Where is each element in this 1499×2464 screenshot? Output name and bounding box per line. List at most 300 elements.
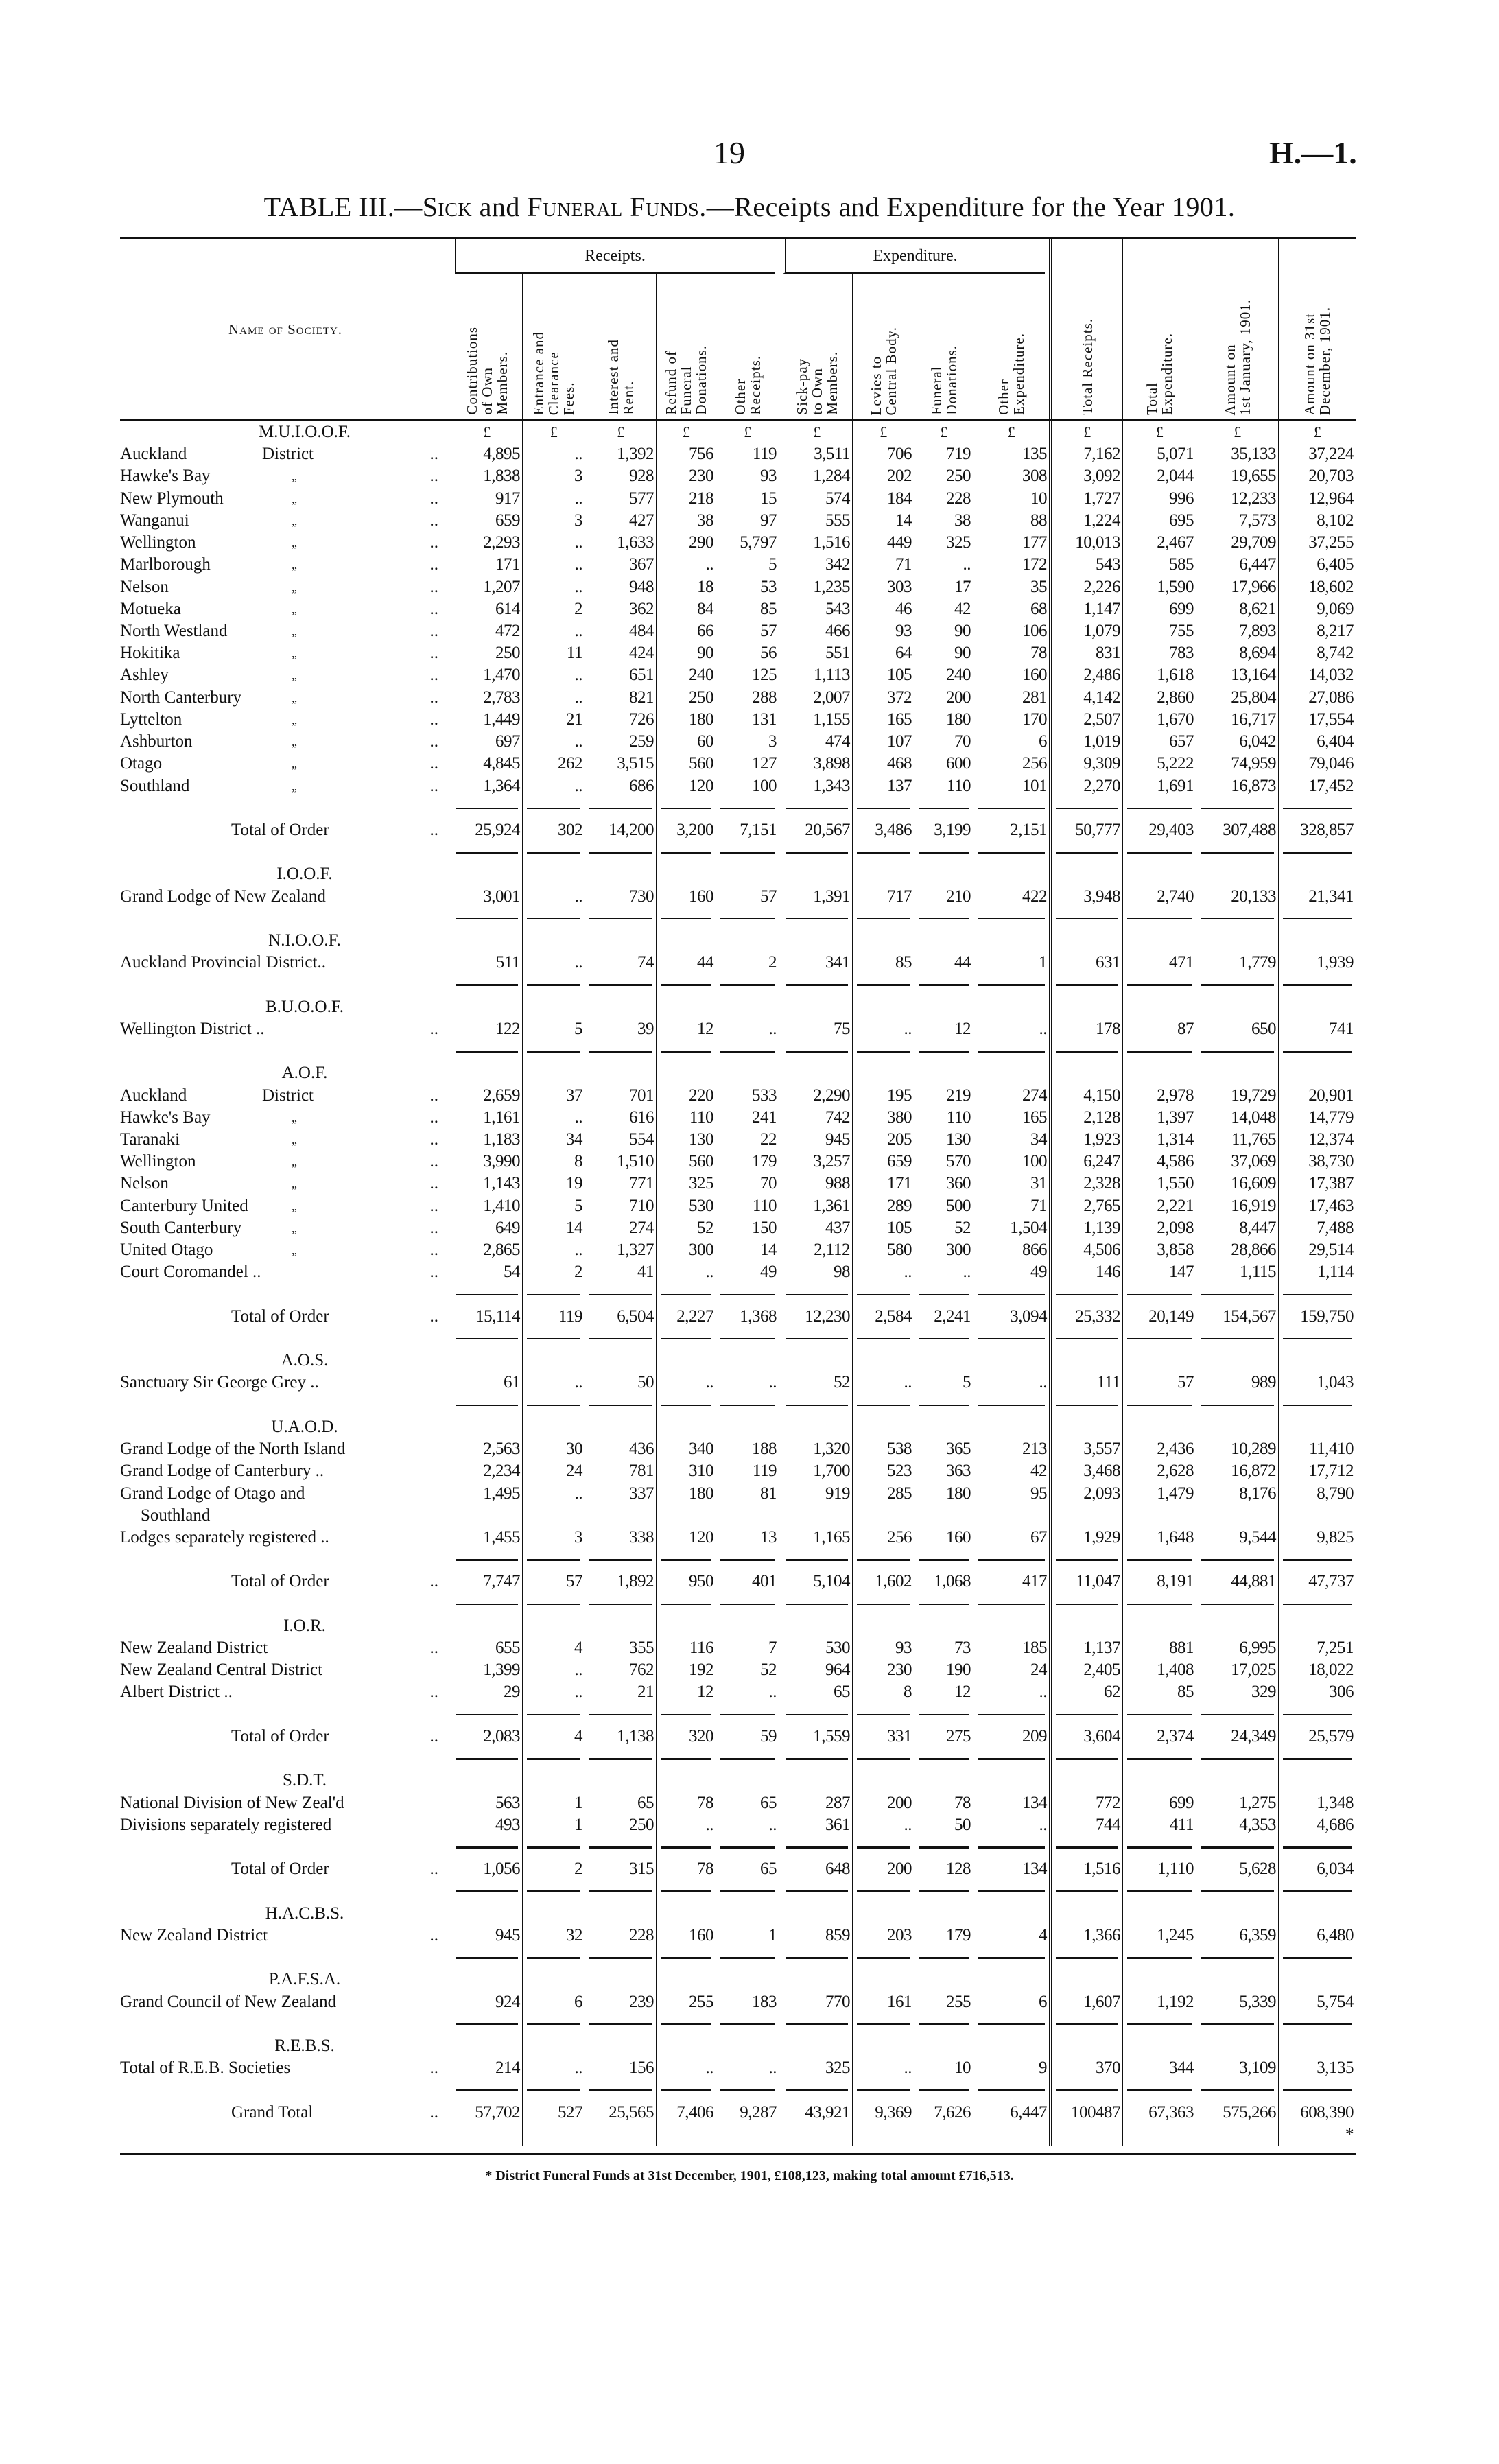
value-cell: 945 (779, 1129, 852, 1151)
society-name-cell (120, 1107, 451, 1129)
leader-dots: .. (429, 467, 438, 486)
column-header-label: Levies to Central Body. (867, 326, 899, 415)
rule-row (120, 1836, 1356, 1858)
rule-line (978, 1604, 1045, 1606)
value-cell: 57 (716, 886, 779, 908)
value-cell (1049, 1040, 1122, 1062)
value-cell: 75 (779, 1018, 852, 1040)
rule-line (1201, 1846, 1274, 1849)
rule-line (978, 1405, 1045, 1407)
table-row (120, 1372, 1356, 1394)
value-cell (1122, 2124, 1196, 2146)
value-cell (656, 841, 716, 863)
value-cell: 65 (779, 1681, 852, 1703)
society-name-cell (120, 532, 451, 554)
value-cell: 119 (716, 1460, 779, 1482)
rule-line (1056, 1051, 1118, 1053)
value-cell: .. (522, 687, 585, 709)
value-cell: 3,948 (1049, 886, 1122, 908)
society-name-cell (120, 2102, 451, 2124)
society-name-cell (120, 1880, 451, 1902)
value-cell (852, 863, 914, 885)
value-cell (852, 1284, 914, 1306)
value-cell: 1,068 (914, 1571, 973, 1593)
value-cell (716, 1903, 779, 1925)
value-cell (522, 996, 585, 1018)
value-cell: 649 (451, 1217, 522, 1239)
value-cell: 686 (585, 775, 656, 797)
value-cell: 25,579 (1278, 1726, 1356, 1748)
value-cell (779, 1328, 852, 1350)
value-cell (656, 1328, 716, 1350)
value-cell: 14,200 (585, 819, 656, 841)
rule-line (527, 1405, 580, 1407)
order-name: I.O.R. (283, 1616, 326, 1635)
value-cell: 781 (585, 1460, 656, 1482)
value-cell: 2,112 (779, 1239, 852, 1261)
value-cell (451, 2035, 522, 2057)
society-name-cell (120, 996, 451, 1018)
ditto-mark: „ (292, 558, 297, 572)
value-cell (716, 1615, 779, 1637)
value-cell (1122, 1969, 1196, 1991)
value-cell: 2 (522, 598, 585, 620)
value-cell: 64 (852, 642, 914, 664)
total-row (120, 2102, 1356, 2124)
value-cell: 190 (914, 1659, 973, 1681)
value-cell (852, 2013, 914, 2035)
value-cell: 355 (585, 1637, 656, 1659)
ditto-mark: „ (292, 536, 297, 550)
value-cell: 255 (656, 1991, 716, 2013)
rule-line (527, 1294, 580, 1296)
value-cell (522, 908, 585, 930)
ditto-mark: „ (292, 469, 297, 484)
value-cell (1049, 2124, 1122, 2146)
value-cell: 87 (1122, 1018, 1196, 1040)
value-cell: 105 (852, 664, 914, 686)
table-row (120, 1659, 1356, 1681)
value-cell (656, 1704, 716, 1726)
value-cell: 3 (522, 465, 585, 487)
value-cell (779, 2035, 852, 2057)
value-cell: 228 (585, 1925, 656, 1947)
table-row (120, 1239, 1356, 1261)
value-cell (779, 1969, 852, 1991)
society-name: Grand Lodge of the North Island (120, 1440, 346, 1459)
rule-line (919, 1957, 969, 1959)
value-cell: 137 (852, 775, 914, 797)
rule-line (661, 1051, 711, 1053)
value-cell (522, 1615, 585, 1637)
value-cell (522, 1880, 585, 1902)
value-cell (585, 2035, 656, 2057)
value-cell: 380 (852, 1107, 914, 1129)
value-cell (656, 863, 716, 885)
order-name: A.O.F. (281, 1064, 328, 1083)
value-cell: 78 (914, 1792, 973, 1814)
rule-line (589, 852, 652, 854)
value-cell: 1,559 (779, 1726, 852, 1748)
leader-dots: .. (429, 1241, 438, 1260)
column-header (852, 274, 914, 419)
value-cell (1278, 1969, 1356, 1991)
value-cell: 65 (716, 1858, 779, 1880)
value-cell: 10,289 (1196, 1438, 1278, 1460)
value-cell (585, 1593, 656, 1615)
value-cell (1122, 863, 1196, 885)
rule-line (1056, 2089, 1118, 2091)
rule-line (589, 1758, 652, 1760)
rule-line (786, 1559, 848, 1561)
value-cell (656, 1748, 716, 1770)
society-name-cell (120, 1770, 451, 1792)
rule-row (120, 2013, 1356, 2035)
value-cell: 344 (1122, 2057, 1196, 2079)
value-cell (585, 863, 656, 885)
value-cell: 821 (585, 687, 656, 709)
value-cell (1278, 863, 1356, 885)
value-cell: 1,602 (852, 1571, 914, 1593)
value-cell: 8,790 (1278, 1483, 1356, 1505)
value-cell: 6,447 (1196, 554, 1278, 576)
value-cell: 287 (779, 1792, 852, 1814)
column-header (522, 274, 585, 419)
value-cell (1049, 2035, 1122, 2057)
table-row (120, 2124, 1356, 2146)
value-cell: 42 (914, 598, 973, 620)
society-name-cell (120, 731, 451, 753)
value-cell (585, 1062, 656, 1084)
table-row (120, 1129, 1356, 1151)
rule-line (720, 1338, 775, 1340)
rule-line (1056, 1846, 1118, 1849)
rule-line (1283, 852, 1352, 854)
rule-line (857, 918, 910, 920)
rule-line (1056, 1758, 1118, 1760)
value-cell: 120 (656, 1527, 716, 1549)
value-cell: 13,164 (1196, 664, 1278, 686)
value-cell: 98 (779, 1261, 852, 1283)
column-header (973, 274, 1049, 419)
value-cell: 695 (1122, 510, 1196, 532)
value-cell (914, 1947, 973, 1969)
rule-row (120, 1284, 1356, 1306)
rule-line (857, 984, 910, 986)
value-cell: .. (522, 775, 585, 797)
value-cell (1049, 1615, 1122, 1637)
value-cell (585, 1770, 656, 1792)
value-cell: 7,488 (1278, 1217, 1356, 1239)
value-cell (1196, 1903, 1278, 1925)
value-cell: 771 (585, 1173, 656, 1195)
value-cell: 200 (914, 687, 973, 709)
value-cell (1278, 1947, 1356, 1969)
value-cell (1122, 974, 1196, 996)
value-cell: 17,387 (1278, 1173, 1356, 1195)
rule-line (857, 1294, 910, 1296)
rule-line (978, 2023, 1045, 2026)
value-cell (1278, 841, 1356, 863)
value-cell (1122, 1615, 1196, 1637)
value-cell: 2,374 (1122, 1726, 1196, 1748)
leader-dots: .. (429, 1263, 438, 1282)
value-cell: 1,648 (1122, 1527, 1196, 1549)
value-cell: .. (716, 1681, 779, 1703)
value-cell (716, 1040, 779, 1062)
value-cell: 8 (522, 1151, 585, 1173)
order-heading-row (120, 996, 1356, 1018)
table-row (120, 1085, 1356, 1107)
rule-line (589, 1051, 652, 1053)
value-cell (1122, 841, 1196, 863)
value-cell: 3,858 (1122, 1239, 1196, 1261)
value-cell: 340 (656, 1438, 716, 1460)
society-name: Total of Order (231, 1859, 329, 1879)
total-row (120, 1306, 1356, 1328)
ditto-mark: „ (292, 513, 297, 528)
value-cell: 1,155 (779, 709, 852, 731)
rule-line (1127, 1957, 1192, 1959)
value-cell: 34 (522, 1129, 585, 1151)
rule-line (1283, 918, 1352, 920)
value-cell (1196, 863, 1278, 885)
ditto-mark: „ (292, 1177, 297, 1191)
value-cell: 337 (585, 1483, 656, 1505)
value-cell: 25,332 (1049, 1306, 1122, 1328)
value-cell: 1,939 (1278, 952, 1356, 974)
value-cell: 274 (585, 1217, 656, 1239)
value-cell (716, 1593, 779, 1615)
rule-line (720, 2023, 775, 2026)
society-name-cell (120, 1726, 451, 1748)
rule-row (120, 1748, 1356, 1770)
value-cell: 616 (585, 1107, 656, 1129)
leader-dots: .. (429, 2058, 438, 2078)
value-cell: 5,797 (716, 532, 779, 554)
rule-row (120, 974, 1356, 996)
value-cell (973, 1593, 1049, 1615)
rule-line (978, 984, 1045, 986)
value-cell: .. (852, 1018, 914, 1040)
currency-symbol: £ (1122, 421, 1196, 443)
value-cell (656, 1394, 716, 1416)
society-name-cell (120, 443, 451, 465)
value-cell: 6 (973, 1991, 1049, 2013)
society-name-cell (120, 554, 451, 576)
value-cell: 1,079 (1049, 620, 1122, 642)
value-cell (1122, 1284, 1196, 1306)
value-cell: 93 (716, 465, 779, 487)
society-name-cell (120, 930, 451, 952)
value-cell (1122, 1748, 1196, 1770)
value-cell: 93 (852, 1637, 914, 1659)
value-cell: 134 (973, 1792, 1049, 1814)
value-cell: 19 (522, 1173, 585, 1195)
value-cell (1122, 1593, 1196, 1615)
rule-line (857, 1846, 910, 1849)
society-name-cell (120, 797, 451, 819)
value-cell (1122, 1770, 1196, 1792)
value-cell (852, 1062, 914, 1084)
value-cell: 3,515 (585, 753, 656, 775)
value-cell (1196, 1062, 1278, 1084)
value-cell: 2,328 (1049, 1173, 1122, 1195)
value-cell: 53 (716, 576, 779, 598)
rule-line (456, 1051, 518, 1053)
value-cell (522, 841, 585, 863)
value-cell: 1,314 (1122, 1129, 1196, 1151)
value-cell (585, 2124, 656, 2146)
value-cell (1196, 2035, 1278, 2057)
value-cell (451, 996, 522, 1018)
rule-line (527, 2023, 580, 2026)
value-cell (1278, 1328, 1356, 1350)
value-cell (585, 1040, 656, 1062)
value-cell (779, 1040, 852, 1062)
value-cell: 128 (914, 1858, 973, 1880)
society-name-cell (120, 2013, 451, 2035)
value-cell: 6,359 (1196, 1925, 1278, 1947)
value-cell: 710 (585, 1195, 656, 1217)
value-cell: 1,455 (451, 1527, 522, 1549)
value-cell: 411 (1122, 1814, 1196, 1836)
rule-line (1127, 1338, 1192, 1340)
value-cell (852, 841, 914, 863)
rule-line (1056, 1714, 1118, 1716)
value-cell (1122, 797, 1196, 819)
value-cell: 474 (779, 731, 852, 753)
value-cell: 160 (973, 664, 1049, 686)
value-cell: 65 (716, 1792, 779, 1814)
column-header (1122, 239, 1196, 419)
rule-line (1056, 1559, 1118, 1561)
leader-dots: .. (429, 709, 438, 729)
ditto-mark: „ (292, 1199, 297, 1213)
value-cell: 25,924 (451, 819, 522, 841)
value-cell: 150 (716, 1217, 779, 1239)
table-row (120, 1173, 1356, 1195)
rule-line (589, 1846, 652, 1849)
value-cell: 15 (716, 488, 779, 510)
value-cell: 1,143 (451, 1173, 522, 1195)
value-cell: 1,618 (1122, 664, 1196, 686)
table-row (120, 753, 1356, 775)
value-cell: 360 (914, 1173, 973, 1195)
rule-line (786, 1846, 848, 1849)
value-cell (1278, 2035, 1356, 2057)
value-cell: 97 (716, 510, 779, 532)
value-cell: 401 (716, 1571, 779, 1593)
value-cell: 4 (973, 1925, 1049, 1947)
rule-line (661, 852, 711, 854)
value-cell: 4,845 (451, 753, 522, 775)
value-cell: 20,901 (1278, 1085, 1356, 1107)
value-cell: 11 (522, 642, 585, 664)
value-cell: 570 (914, 1151, 973, 1173)
value-cell: 1,550 (1122, 1173, 1196, 1195)
value-cell: 651 (585, 664, 656, 686)
value-cell: 4,150 (1049, 1085, 1122, 1107)
society-name-cell (120, 1328, 451, 1350)
value-cell: 331 (852, 1726, 914, 1748)
value-cell: 250 (914, 465, 973, 487)
value-cell (852, 1836, 914, 1858)
leader-dots: .. (429, 445, 438, 464)
value-cell (1278, 1062, 1356, 1084)
rule-line (1283, 1714, 1352, 1716)
value-cell (656, 1416, 716, 1438)
value-cell: 699 (1122, 1792, 1196, 1814)
rule-line (1201, 984, 1274, 986)
value-cell: 1,115 (1196, 1261, 1278, 1283)
rule-line (589, 918, 652, 920)
value-cell: 37,069 (1196, 1151, 1278, 1173)
value-cell (973, 1947, 1049, 1969)
value-cell: 8,191 (1122, 1571, 1196, 1593)
rule-line (786, 1338, 848, 1340)
value-cell: 159,750 (1278, 1306, 1356, 1328)
group-header-receipts: Receipts. (455, 239, 775, 274)
value-cell (1049, 1748, 1122, 1770)
rule-line (978, 1846, 1045, 1849)
society-name: New Zealand District (120, 1925, 268, 1945)
value-cell: 5 (522, 1018, 585, 1040)
value-cell: 70 (716, 1173, 779, 1195)
rule-line (857, 2089, 910, 2091)
value-cell: 16,609 (1196, 1173, 1278, 1195)
value-cell: 20,567 (779, 819, 852, 841)
society-name-cell (120, 1416, 451, 1438)
rule-row (120, 1040, 1356, 1062)
value-cell (1196, 841, 1278, 863)
table-row (120, 2057, 1356, 2079)
rule-row (120, 1328, 1356, 1350)
value-cell (585, 1947, 656, 1969)
value-cell (1049, 1593, 1122, 1615)
society-name: Southland (120, 776, 190, 795)
rule-line (1283, 1294, 1352, 1296)
leader-dots: .. (429, 688, 438, 707)
currency-symbol: £ (1196, 421, 1278, 443)
society-name-cell (120, 2124, 451, 2146)
value-cell: 1,138 (585, 1726, 656, 1748)
value-cell: 2,507 (1049, 709, 1122, 731)
value-cell: 130 (656, 1129, 716, 1151)
value-cell (1278, 996, 1356, 1018)
value-cell: 116 (656, 1637, 716, 1659)
value-cell: 21,341 (1278, 886, 1356, 908)
value-cell: 57,702 (451, 2102, 522, 2124)
rule-line (978, 1559, 1045, 1561)
rule-line (456, 918, 518, 920)
value-cell (451, 974, 522, 996)
rule-line (1201, 1714, 1274, 1716)
value-cell: 4,142 (1049, 687, 1122, 709)
value-cell (522, 1836, 585, 1858)
ditto-mark: „ (292, 1221, 297, 1235)
title-rest: .—Receipts and Expenditure for the Year 1901. (699, 191, 1236, 222)
table-row (120, 642, 1356, 664)
society-name-cell (120, 1483, 451, 1505)
value-cell: 219 (914, 1085, 973, 1107)
value-cell (656, 1969, 716, 1991)
value-cell: 185 (973, 1637, 1049, 1659)
value-cell: 12 (656, 1681, 716, 1703)
rule-line (1283, 1846, 1352, 1849)
value-cell: 44,881 (1196, 1571, 1278, 1593)
value-cell (522, 2079, 585, 2101)
